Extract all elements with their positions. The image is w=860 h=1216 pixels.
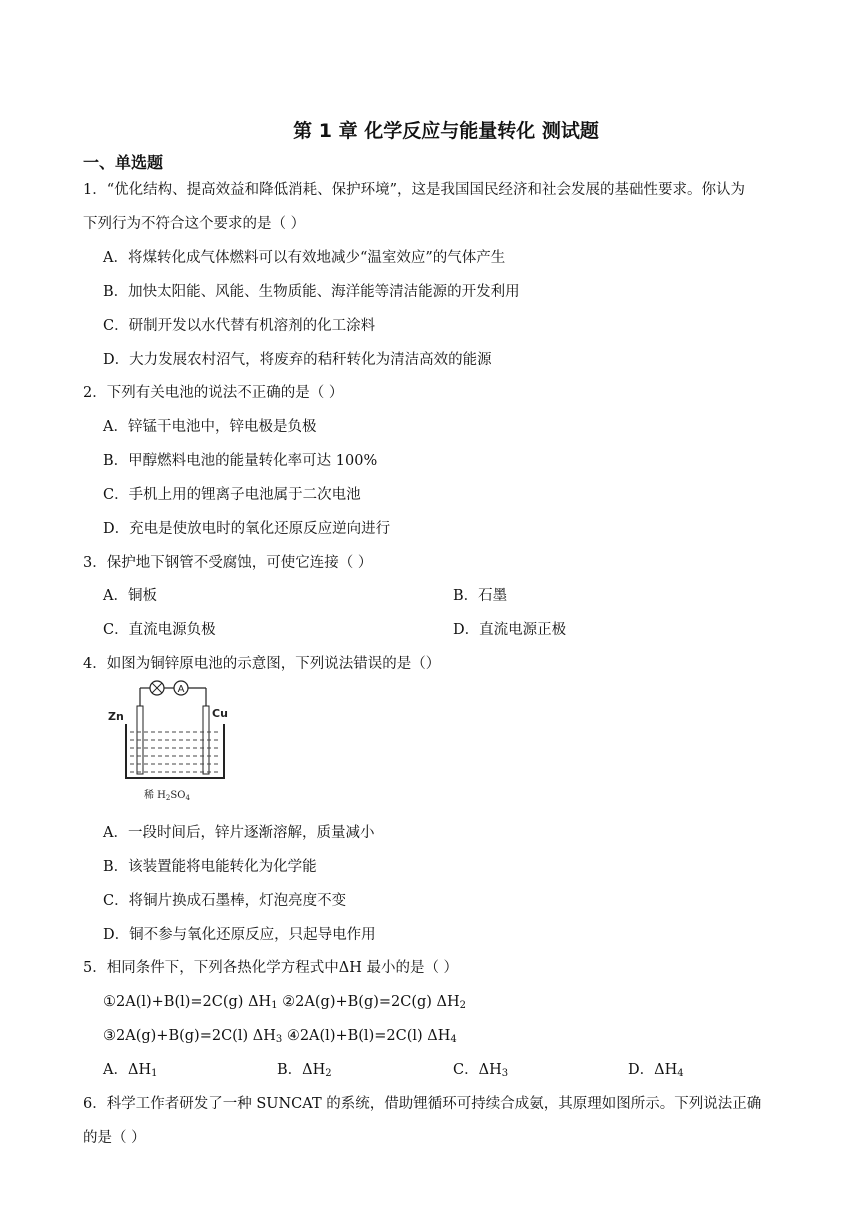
question-4-option-a: A．一段时间后，锌片逐渐溶解，质量减小	[103, 825, 375, 841]
question-5-option-d: D．$\Delta H_4$	[628, 1062, 684, 1079]
question-6-stem-cont: 的是（ ）	[83, 1130, 146, 1146]
question-5-equations-3-4: ③2A(g)+B(g)=2C(l) $\Delta H_3$ ④2A(l)+B(l)=2C(l) $\Delta H_4$	[103, 1028, 457, 1045]
question-4-stem: 4．如图为铜锌原电池的示意图，下列说法错误的是（）	[83, 656, 441, 672]
question-3-option-c: C．直流电源负极	[103, 622, 216, 638]
question-5-option-a: A．$\Delta H_1$	[103, 1062, 158, 1079]
zn-label: Zn	[108, 710, 124, 723]
question-3-stem: 3．保护地下钢管不受腐蚀，可使它连接（ ）	[83, 555, 373, 571]
question-5-option-c: C．$\Delta H_3$	[453, 1062, 509, 1079]
question-1-option-b: B．加快太阳能、风能、生物质能、海洋能等清洁能源的开发利用	[103, 284, 520, 300]
question-1-stem-cont: 下列行为不符合这个要求的是（ ）	[83, 216, 306, 232]
svg-text:A: A	[177, 684, 185, 695]
question-2-option-b: B．甲醇燃料电池的能量转化率可达 100%	[103, 453, 378, 469]
question-4-option-c: C．将铜片换成石墨棒，灯泡亮度不变	[103, 893, 347, 909]
question-3-option-a: A．铜板	[103, 588, 157, 604]
question-1-option-d: D．大力发展农村沼气，将废弃的秸秆转化为清洁高效的能源	[103, 352, 492, 368]
question-5-equations-1-2: ①2A(l)+B(l)=2C(g) $\Delta H_1$ ②2A(g)+B(g)=2C(g) $\Delta H_2$	[103, 994, 467, 1011]
question-2-option-d: D．充电是使放电时的氧化还原反应逆向进行	[103, 521, 391, 537]
page-title: 第 1 章 化学反应与能量转化 测试题	[293, 120, 599, 142]
question-1-option-c: C．研制开发以水代替有机溶剂的化工涂料	[103, 318, 376, 334]
electrolyte-label: 稀 $H_2SO_4$	[144, 790, 190, 802]
question-5-stem: 5．相同条件下，下列各热化学方程式中ΔH 最小的是（ ）	[83, 960, 459, 976]
question-6-stem: 6．科学工作者研发了一种 SUNCAT 的系统，借助锂循环可持续合成氨，其原理如图所示。下列说法正确	[83, 1096, 762, 1112]
question-1-stem: 1．“优化结构、提高效益和降低消耗、保护环境”，这是我国国民经济和社会发展的基础性要求。你认为	[83, 182, 746, 198]
question-3-option-d: D．直流电源正极	[453, 622, 567, 638]
galvanic-cell-diagram	[108, 676, 238, 806]
question-4-option-d: D．铜不参与氧化还原反应，只起导电作用	[103, 927, 376, 943]
question-3-option-b: B．石墨	[453, 588, 508, 604]
question-2-option-c: C．手机上用的锂离子电池属于二次电池	[103, 487, 361, 503]
question-5-option-b: B．$\Delta H_2$	[277, 1062, 332, 1079]
question-1-option-a: A．将煤转化成气体燃料可以有效地减少“温室效应”的气体产生	[103, 250, 506, 266]
cu-label: Cu	[212, 707, 228, 720]
section-heading: 一、单选题	[83, 153, 164, 172]
question-2-option-a: A．锌锰干电池中，锌电极是负极	[103, 419, 317, 435]
question-2-stem: 2．下列有关电池的说法不正确的是（ ）	[83, 385, 344, 401]
question-4-option-b: B．该装置能将电能转化为化学能	[103, 859, 317, 875]
